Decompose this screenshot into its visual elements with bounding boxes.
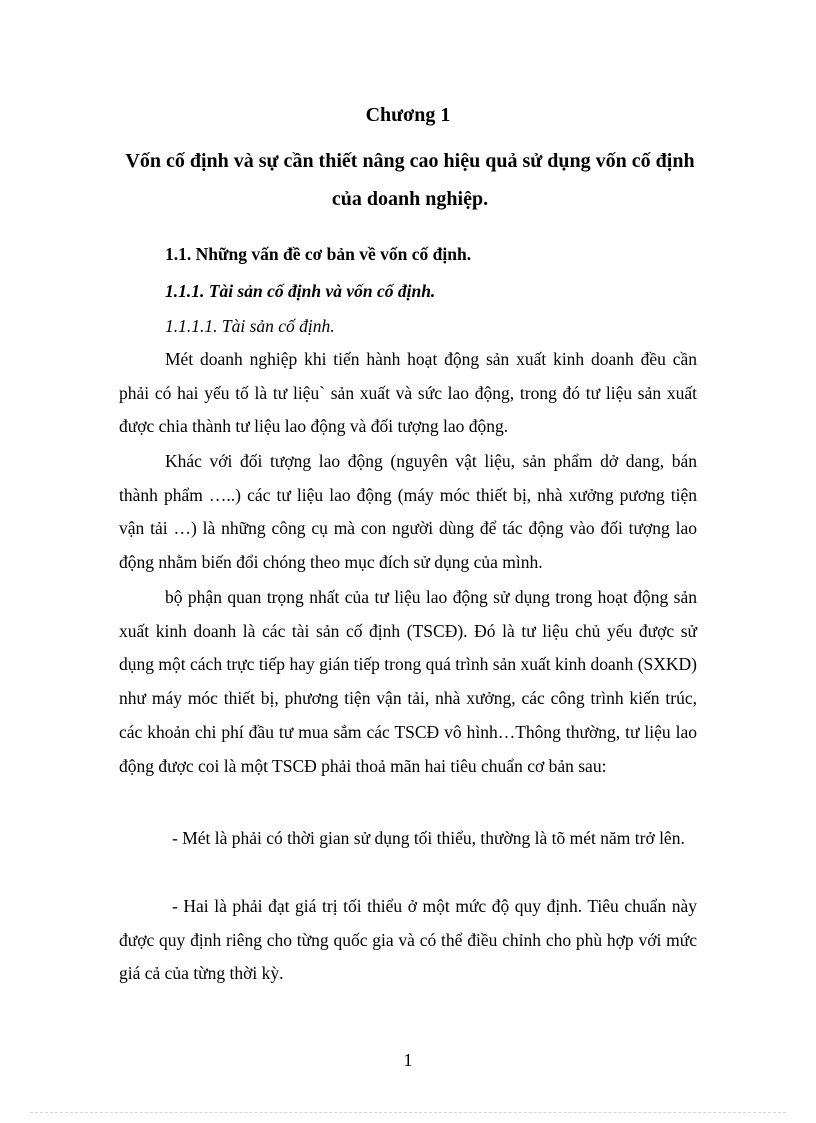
chapter-title: Vốn cố định và sự cần thiết nâng cao hiệu quả sử dụng vốn cố định của doanh nghiệp. [125,150,695,210]
criterion-1: - Mét là phải có thời gian sử dụng tối thiểu, thường là tõ mét năm trở lên. [172,828,685,848]
paragraph-3: bộ phận quan trọng nhất của tư liệu lao động sử dụng trong hoạt động sản xuất kinh doanh là các tài sản cố định (TSCĐ). Đó là tư liệu chủ yếu được sử dụng một cách trực tiếp hay gián tiếp trong quá trình sản xuất kinh doanh (SXKD) như máy móc thiết bị, phương tiện vận tải, nhà xưởng, các công trình kiến trúc, các khoản chi phí đầu tư mua sắm các TSCĐ vô hình…Thông thường, tư liệu lao động được coi là một TSCĐ phải thoả mãn hai tiêu chuẩn cơ bản sau: [119,587,697,776]
page-bottom-divider [30,1112,786,1113]
section-heading: 1.1. Những vấn đề cơ bản về vốn cố định. [165,244,472,264]
criterion-2: - Hai là phải đạt giá trị tối thiểu ở một mức độ quy định. Tiêu chuẩn này được quy định riêng cho từng quốc gia và có thể điều chỉnh cho phù hợp với mức giá cả của từng thời kỳ. [119,896,697,984]
subsection-heading: 1.1.1. Tài sản cố định và vốn cố định. [165,281,436,301]
subsubsection-heading: 1.1.1.1. Tài sản cố định. [165,316,335,336]
page-number: 1 [403,1050,413,1070]
paragraph-2: Khác với đối tượng lao động (nguyên vật liệu, sản phẩm dở dang, bán thành phẩm …..) các tư liệu lao động (máy móc thiết bị, nhà xưởng pương tiện vận tải …) là những công cụ mà con người dùng để tác động vào đối tượng lao động nhằm biến đổi chóng theo mục đích sử dụng của mình. [119,451,697,573]
paragraph-1: Mét doanh nghiệp khi tiến hành hoạt động sản xuất kinh doanh đều cần phải có hai yếu tố là tư liệu` sản xuất và sức lao động, trong đó tư liệu sản xuất được chia thành tư liệu lao động và đối tượng lao động. [119,349,697,437]
chapter-label: Chương 1 [365,104,451,126]
